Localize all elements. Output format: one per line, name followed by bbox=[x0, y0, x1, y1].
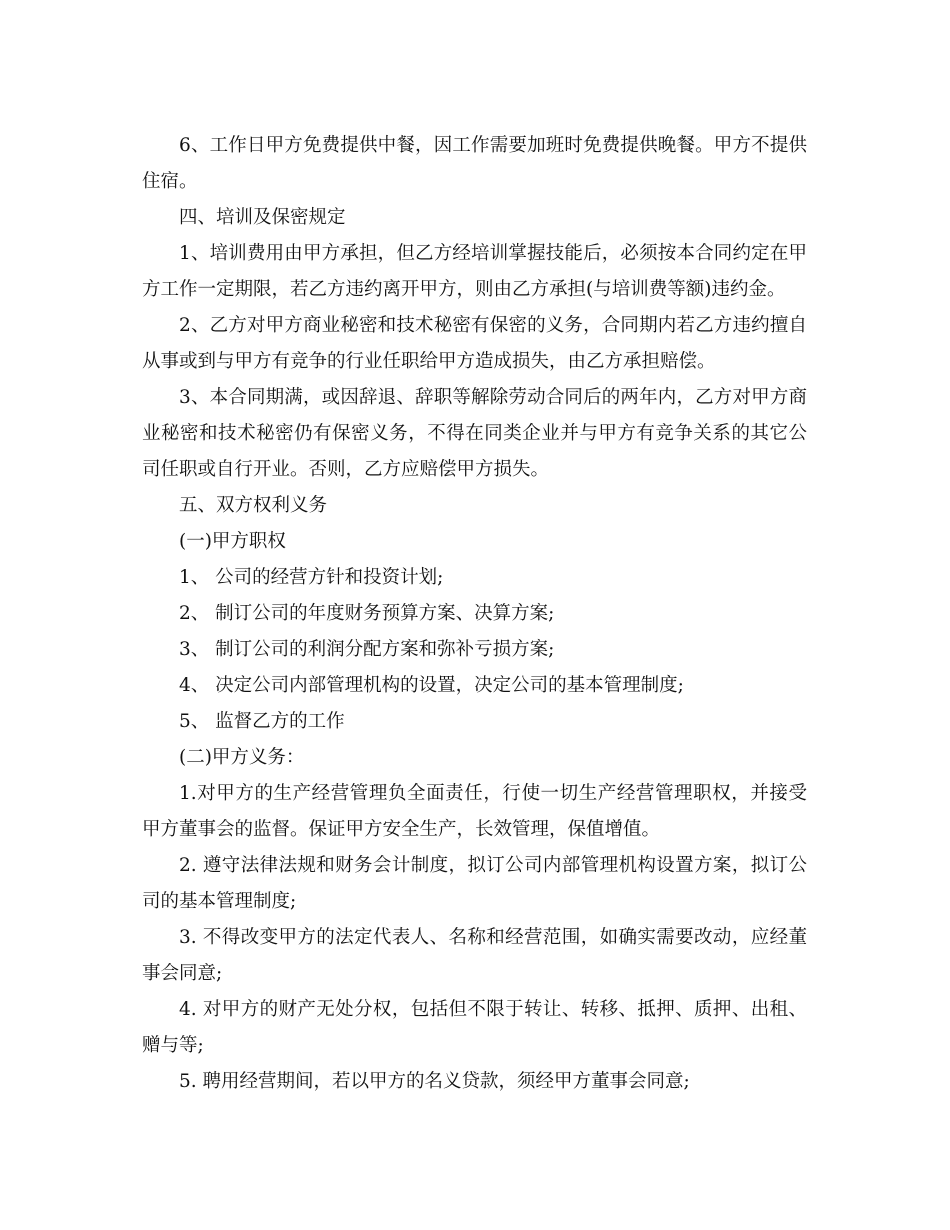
paragraph-confidentiality-duty: 2、乙方对甲方商业秘密和技术秘密有保密的义务，合同期内若乙方违约擅自从事或到与甲方有竞争的行业任职给甲方造成损失，由乙方承担赔偿。 bbox=[142, 315, 807, 372]
section-heading-training-confidentiality: 四、培训及保密规定 bbox=[179, 207, 346, 228]
list-item-power-1: 1、 公司的经营方针和投资计划; bbox=[179, 567, 444, 588]
paragraph-training-cost: 1、培训费用由甲方承担，但乙方经培训掌握技能后，必须按本合同约定在甲方工作一定期限，若乙方违约离开甲方，则由乙方承担(与培训费等额)违约金。 bbox=[142, 243, 807, 300]
paragraph-meals: 6、工作日甲方免费提供中餐，因工作需要加班时免费提供晚餐。甲方不提供住宿。 bbox=[142, 135, 807, 192]
section-heading-rights-obligations: 五、双方权利义务 bbox=[179, 495, 328, 516]
list-item-obligation-2: 2. 遵守法律法规和财务会计制度，拟订公司内部管理机构设置方案，拟订公司的基本管理制度; bbox=[142, 855, 807, 912]
list-item-obligation-5: 5. 聘用经营期间，若以甲方的名义贷款，须经甲方董事会同意; bbox=[179, 1071, 690, 1092]
list-item-power-3: 3、 制订公司的利润分配方案和弥补亏损方案; bbox=[179, 639, 555, 660]
list-item-obligation-1: 1.对甲方的生产经营管理负全面责任，行使一切生产经营管理职权，并接受甲方董事会的监督。保证甲方安全生产，长效管理，保值增值。 bbox=[142, 783, 807, 840]
subsection-heading-party-a-obligations: (二)甲方义务： bbox=[179, 747, 305, 768]
list-item-power-2: 2、 制订公司的年度财务预算方案、决算方案; bbox=[179, 603, 555, 624]
subsection-heading-party-a-powers: (一)甲方职权 bbox=[179, 531, 286, 552]
list-item-power-4: 4、 决定公司内部管理机构的设置，决定公司的基本管理制度; bbox=[179, 675, 684, 696]
document-body bbox=[142, 128, 807, 1100]
list-item-power-5: 5、 监督乙方的工作 bbox=[179, 711, 345, 732]
list-item-obligation-3: 3. 不得改变甲方的法定代表人、名称和经营范围，如确实需要改动，应经董事会同意; bbox=[142, 927, 807, 984]
paragraph-post-contract-confidentiality: 3、本合同期满，或因辞退、辞职等解除劳动合同后的两年内，乙方对甲方商业秘密和技术秘密仍有保密义务，不得在同类企业并与甲方有竞争关系的其它公司任职或自行开业。否则，乙方应赔偿甲方损失。 bbox=[142, 387, 807, 480]
list-item-obligation-4: 4. 对甲方的财产无处分权，包括但不限于转让、转移、抵押、质押、出租、赠与等; bbox=[142, 999, 807, 1056]
